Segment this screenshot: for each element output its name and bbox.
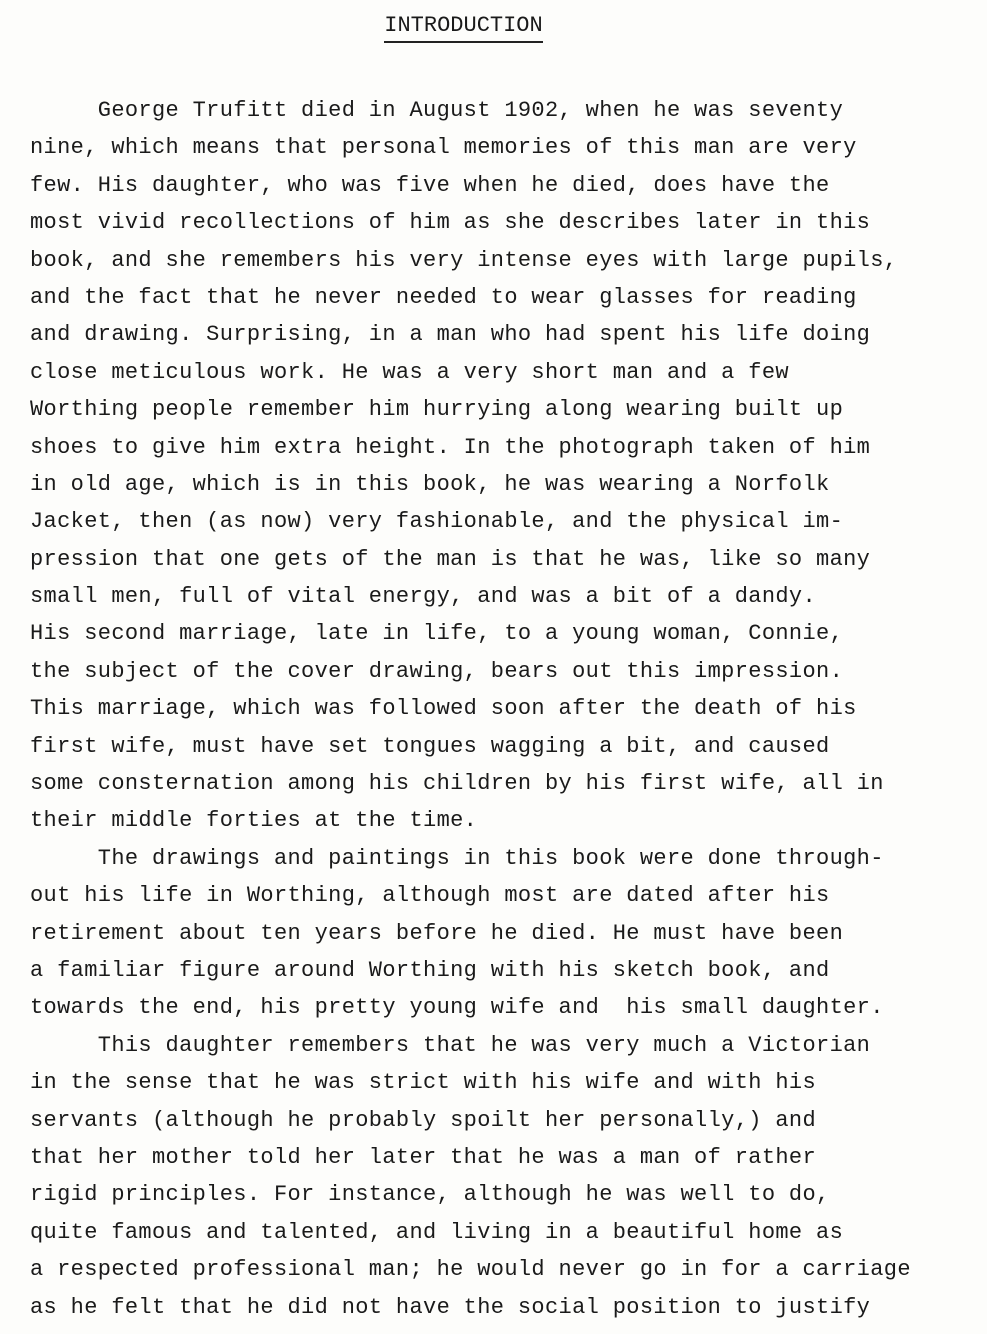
text-line: some consternation among his children by his first wife, all in bbox=[30, 771, 884, 797]
text-line: retirement about ten years before he died. He must have been bbox=[30, 920, 844, 946]
text-line: and the fact that he never needed to wear glasses for reading bbox=[30, 284, 857, 310]
text-line: a familiar figure around Worthing with his sketch book, and bbox=[30, 957, 830, 983]
title-text: INTRODUCTION bbox=[384, 12, 542, 43]
text-line: in old age, which is in this book, he was wearing a Norfolk bbox=[30, 471, 830, 497]
text-line: This marriage, which was followed soon after the death of his bbox=[30, 696, 857, 722]
body-text bbox=[30, 92, 980, 1326]
text-line: close meticulous work. He was a very short man and a few bbox=[30, 359, 789, 385]
text-line: nine, which means that personal memories of this man are very bbox=[30, 135, 857, 161]
text-line: few. His daughter, who was five when he died, does have the bbox=[30, 172, 830, 198]
text-line: out his life in Worthing, although most are dated after his bbox=[30, 883, 830, 909]
text-line: servants (although he probably spoilt her personally,) and bbox=[30, 1107, 817, 1133]
text-line: as he felt that he did not have the social position to justify bbox=[30, 1294, 871, 1320]
text-line: that her mother told her later that he was a man of rather bbox=[30, 1144, 817, 1170]
text-line: and drawing. Surprising, in a man who had spent his life doing bbox=[30, 322, 871, 348]
text-line: the subject of the cover drawing, bears out this impression. bbox=[30, 658, 844, 684]
text-line: Jacket, then (as now) very fashionable, and the physical im- bbox=[30, 509, 844, 535]
text-line: quite famous and talented, and living in a beautiful home as bbox=[30, 1219, 844, 1245]
text-line: a respected professional man; he would never go in for a carriage bbox=[30, 1257, 911, 1283]
text-line: book, and she remembers his very intense eyes with large pupils, bbox=[30, 247, 898, 273]
text-line: first wife, must have set tongues wagging a bit, and caused bbox=[30, 733, 830, 759]
text-line: rigid principles. For instance, although he was well to do, bbox=[30, 1182, 830, 1208]
text-line: The drawings and paintings in this book were done through- bbox=[30, 845, 884, 871]
text-line: their middle forties at the time. bbox=[30, 808, 478, 834]
page-title bbox=[0, 12, 987, 43]
text-line: shoes to give him extra height. In the photograph taken of him bbox=[30, 434, 871, 460]
text-line: His second marriage, late in life, to a young woman, Connie, bbox=[30, 621, 844, 647]
text-line: This daughter remembers that he was very much a Victorian bbox=[30, 1032, 871, 1058]
text-line: towards the end, his pretty young wife and his small daughter. bbox=[30, 995, 884, 1021]
text-line: most vivid recollections of him as she describes later in this bbox=[30, 210, 871, 236]
text-line: pression that one gets of the man is that he was, like so many bbox=[30, 546, 871, 572]
text-line: in the sense that he was strict with his wife and with his bbox=[30, 1070, 817, 1096]
text-line: small men, full of vital energy, and was a bit of a dandy. bbox=[30, 584, 817, 610]
text-line: Worthing people remember him hurrying along wearing built up bbox=[30, 397, 844, 423]
text-line: George Trufitt died in August 1902, when he was seventy bbox=[30, 98, 844, 123]
